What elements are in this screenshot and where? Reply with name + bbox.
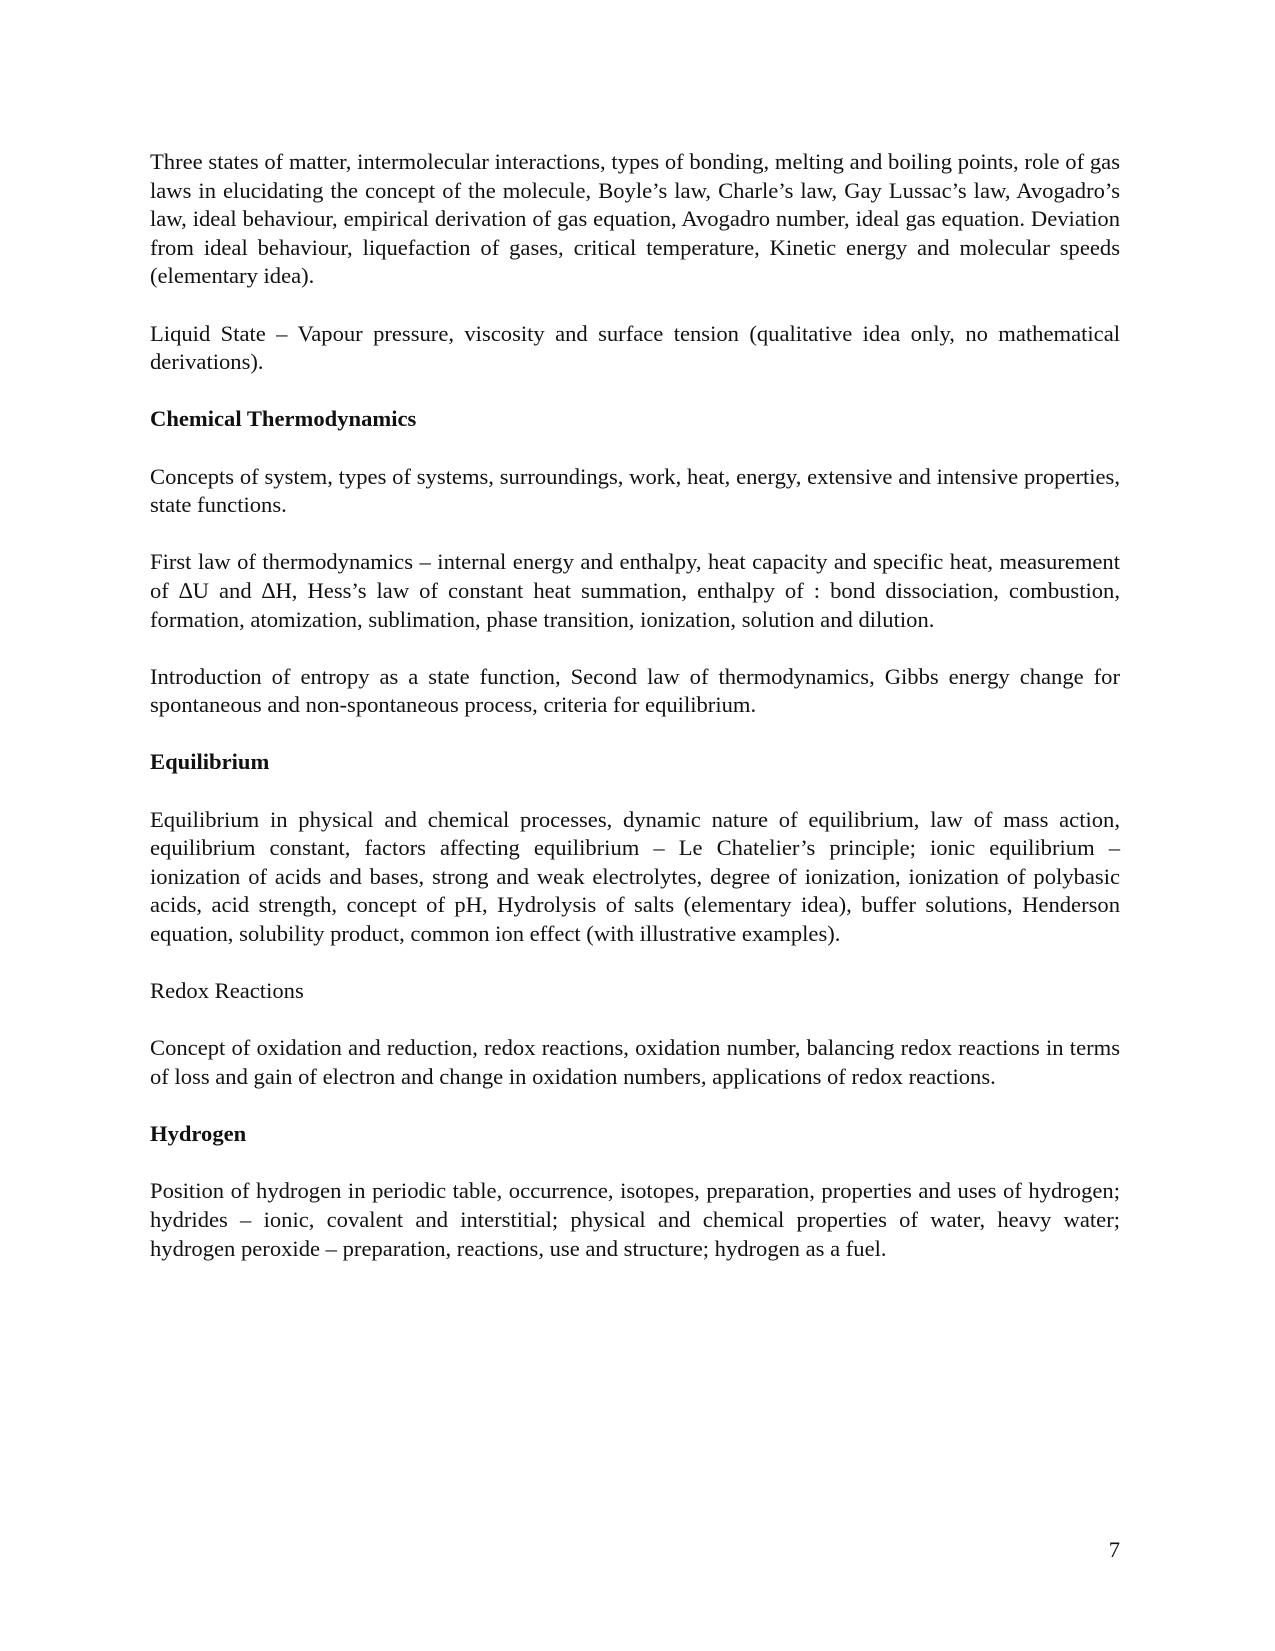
- paragraph-system-concepts: Concepts of system, types of systems, surroundings, work, heat, energy, extensive and intensive properties, state functions.: [150, 463, 1120, 518]
- document-body: [150, 148, 1120, 1292]
- heading-redox-reactions: Redox Reactions: [150, 978, 304, 1004]
- paragraph-states-of-matter: Three states of matter, intermolecular interactions, types of bonding, melting and boiling points, role of gas laws in elucidating the concept of the molecule, Boyle’s law, Charle’s law, Gay Lussac’s law, Avogadro’s law, ideal behaviour, empirical derivation of gas equation, Avogadro number, ideal gas equation. Deviation from ideal behaviour, liquefaction of gases, critical temperature, Kinetic energy and molecular speeds (elementary idea).: [150, 149, 1120, 289]
- paragraph-hydrogen: Position of hydrogen in periodic table, occurrence, isotopes, preparation, properties and uses of hydrogen; hydrides – ionic, covalent and interstitial; physical and chemical properties of water, heavy water; hydrogen peroxide – preparation, reactions, use and structure; hydrogen as a fuel.: [150, 1178, 1120, 1261]
- paragraph-liquid-state: Liquid State – Vapour pressure, viscosity and surface tension (qualitative idea only, no mathematical derivations).: [150, 320, 1120, 375]
- heading-equilibrium: Equilibrium: [150, 749, 270, 775]
- paragraph-first-law: First law of thermodynamics – internal energy and enthalpy, heat capacity and specific heat, measurement of ∆U and ∆H, Hess’s law of constant heat summation, enthalpy of : bond dissociation, combustion, formation, atomization, sublimation, phase transition, ionization, solution and dilution.: [150, 549, 1120, 632]
- heading-chemical-thermodynamics: Chemical Thermodynamics: [150, 406, 417, 432]
- paragraph-redox: Concept of oxidation and reduction, redox reactions, oxidation number, balancing redox reactions in terms of loss and gain of electron and change in oxidation numbers, applications of redox reactions.: [150, 1035, 1120, 1089]
- page-number: 7: [1108, 1537, 1120, 1562]
- paragraph-entropy: Introduction of entropy as a state function, Second law of thermodynamics, Gibbs energy change for spontaneous and non-spontaneous process, criteria for equilibrium.: [150, 663, 1120, 718]
- paragraph-equilibrium: Equilibrium in physical and chemical processes, dynamic nature of equilibrium, law of mass action, equilibrium constant, factors affecting equilibrium – Le Chatelier’s principle; ionic equilibrium – ionization of acids and bases, strong and weak electrolytes, degree of ionization, ionization of polybasic acids, acid strength, concept of pH, Hydrolysis of salts (elementary idea), buffer solutions, Henderson equation, solubility product, common ion effect (with illustrative examples).: [150, 806, 1120, 947]
- heading-hydrogen: Hydrogen: [150, 1121, 247, 1147]
